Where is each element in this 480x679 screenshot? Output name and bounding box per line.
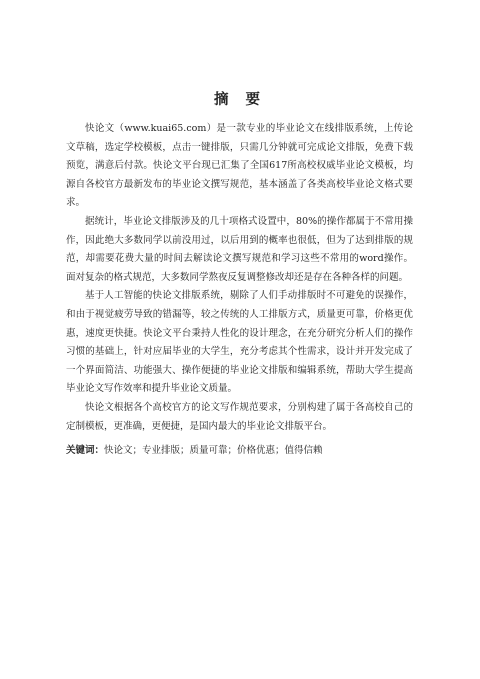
abstract-paragraph-1: 快论文（www.kuai65.com）是一款专业的毕业论文在线排版系统，上传论文草稿，选定学校模板，点击一键排版，只需几分钟就可完成论文排版，免费下载预览，满意后付款。快论文平台现已汇集了全国617所高校权威毕业论文模板，均源自各校官方最新发布的毕业论文撰写规范，基本涵盖了各类高校毕业论文格式要求。: [66, 123, 413, 209]
abstract-paragraph-2: 据统计，毕业论文排版涉及的几十项格式设置中，80%的操作都属于不常用操作，因此绝大多数同学以前没用过，以后用到的概率也很低，但为了达到排版的规范，却需要花费大量的时间去解读论文撰写规范和学习这些不常用的word操作。面对复杂的格式规范，大多数同学熬夜反复调整修改却还是存在各种各样的问题。: [66, 215, 413, 283]
abstract-body: [66, 120, 413, 461]
abstract-title: 摘 要: [213, 91, 267, 108]
keywords-label: 关键词：: [66, 445, 105, 457]
abstract-paragraph-4: 快论文根据各个高校官方的论文写作规范要求，分别构建了属于各高校自己的定制模板，更准确，更便捷，是国内最大的毕业论文排版平台。: [66, 401, 413, 432]
abstract-paragraph-3: 基于人工智能的快论文排版系统，剔除了人们手动排版时不可避免的误操作，和由于视觉疲劳导致的错漏等，较之传统的人工排版方式，质量更可靠，价格更优惠，速度更快捷。快论文平台秉持人性化的设计理念，在充分研究分析人们的操作习惯的基础上，针对应届毕业的大学生，充分考虑其个性需求，设计并开发完成了一个界面简洁、功能强大、操作便捷的毕业论文排版和编辑系统，帮助大学生提高毕业论文写作效率和提升毕业论文质量。: [66, 290, 413, 395]
keywords-line: [66, 442, 413, 461]
keywords-text: 快论文；专业排版；质量可靠；价格优惠；值得信赖: [104, 445, 323, 457]
